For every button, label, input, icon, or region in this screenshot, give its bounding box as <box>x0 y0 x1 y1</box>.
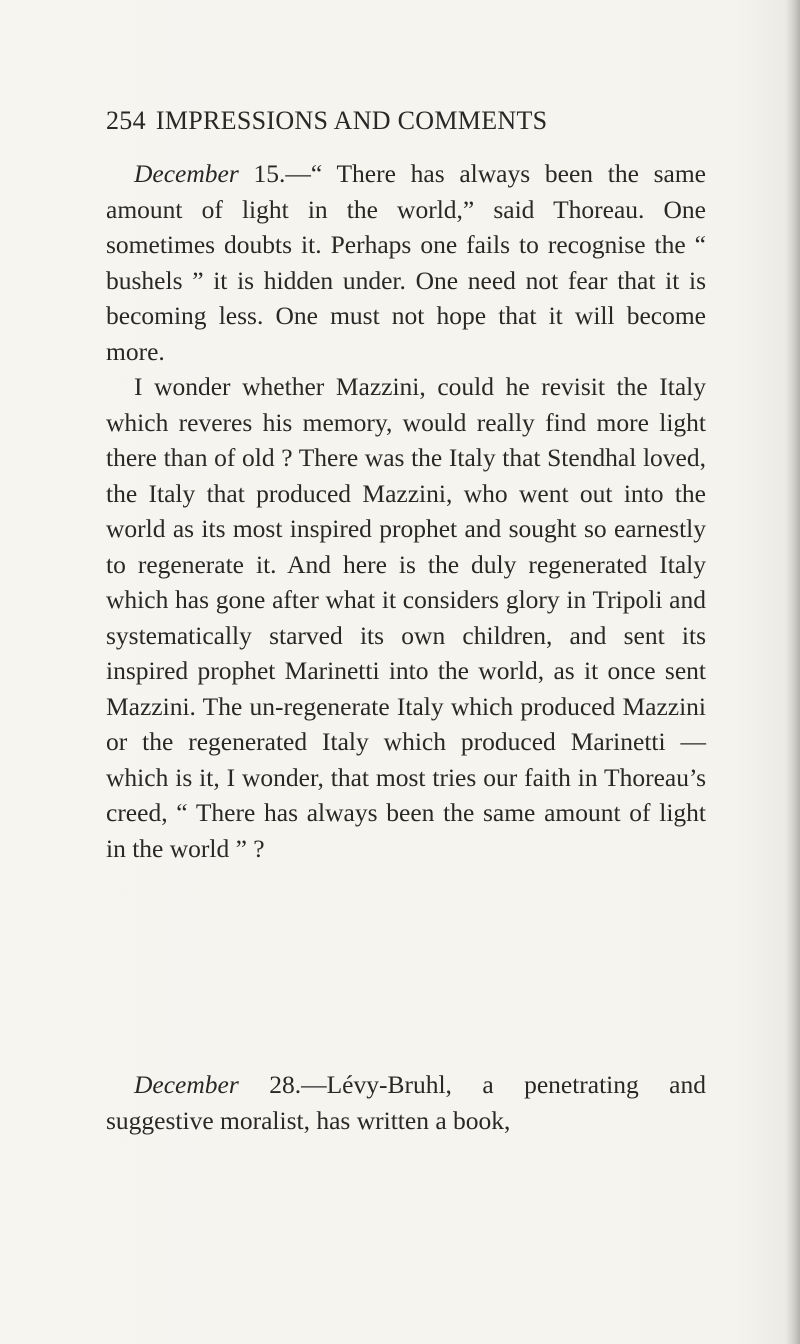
page-edge-shadow <box>786 0 800 1344</box>
entry-paragraph <box>106 1067 706 1138</box>
paragraph-text: I wonder whether Mazzini, could he revisit the Italy which reveres his memory, would really find more light there than of old ? There was the Italy that Stendhal loved, the Italy that produced Mazzini, who went out into the world as its most inspired prophet and sought so earnestly to regenerate it. And here is the duly regenerated Italy which has gone after what it considers glory in Tripoli and systematically starved its own children, and sent its inspired prophet Marinetti into the world, as it once sent Mazzini. The un-regenerate Italy which produced Mazzini or the regenerated Italy which produced Marinetti —which is it, I wonder, that most tries our faith in Thoreau’s creed, “ There has always been the same amount of light in the world ” ? <box>106 372 706 863</box>
entry-date: December <box>134 1070 239 1099</box>
entry-date: December <box>134 159 239 188</box>
running-head <box>106 104 706 138</box>
paragraph-text: 28.—Lévy-Bruhl, a penetrating and suggestive moralist, has written a book, <box>106 1070 706 1135</box>
journal-entry-december-15 <box>106 156 706 866</box>
running-title: IMPRESSIONS AND COMMENTS <box>155 106 548 135</box>
paragraph-text: 15.—“ There has always been the same amount of light in the world,” said Thoreau. One sometimes doubts it. Perhaps one fails to recognise the “ bushels ” it is hidden under. One need not fear that it is becoming less. One must not hope that it will become more. <box>106 159 706 366</box>
entry-paragraph <box>106 156 706 369</box>
page-number: 254 <box>106 106 146 135</box>
journal-entry-december-28 <box>106 1067 706 1138</box>
